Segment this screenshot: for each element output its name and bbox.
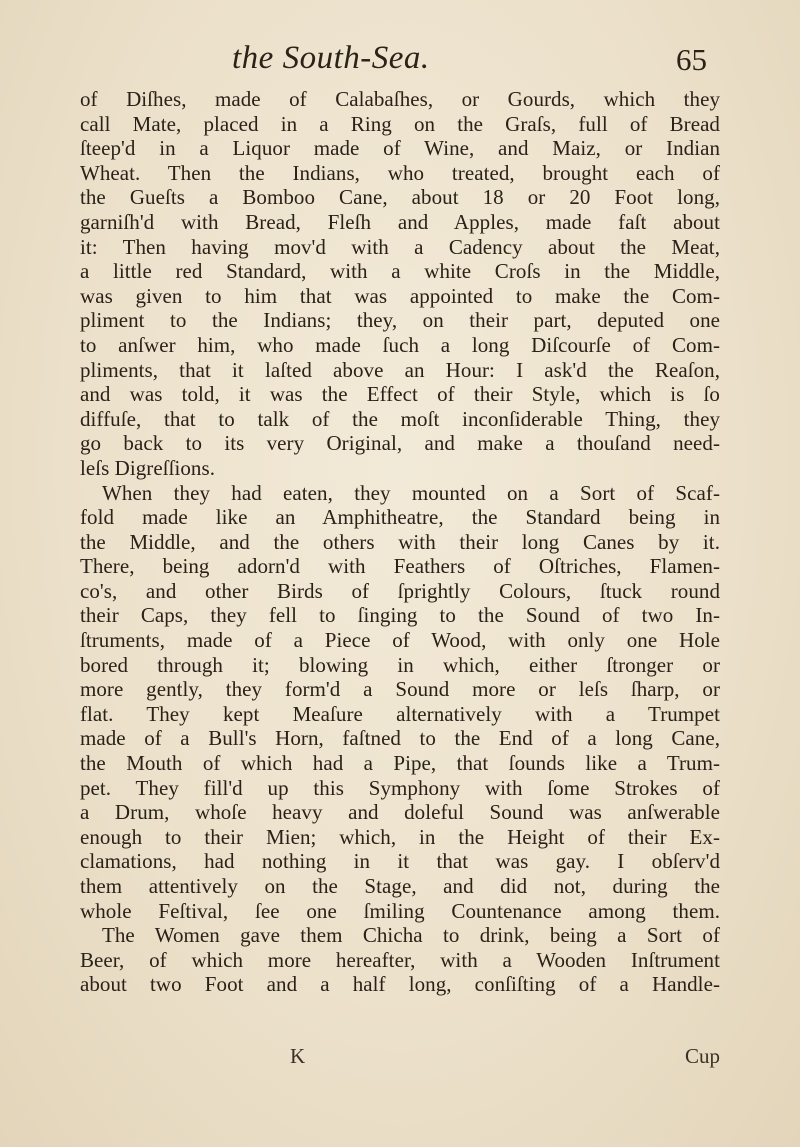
text-line: ſtruments, made of a Piece of Wood, with only one Hole xyxy=(80,628,720,653)
text-line: fold made like an Amphitheatre, the Standard being in xyxy=(80,505,720,530)
text-line: When they had eaten, they mounted on a Sort of Scaf- xyxy=(102,480,720,505)
text-line: Wheat. Then the Indians, who treated, brought each of xyxy=(80,160,720,185)
page-footer xyxy=(80,1044,720,1070)
text-line: was given to him that was appointed to make the Com- xyxy=(80,283,720,308)
text-line: the Gueſts a Bomboo Cane, about 18 or 20 Foot long, xyxy=(80,185,720,210)
text-line: the Mouth of which had a Pipe, that ſounds like a Trum- xyxy=(80,751,720,776)
text-line: to anſwer him, who made ſuch a long Diſcourſe of Com- xyxy=(80,332,720,357)
text-line: made of a Bull's Horn, faſtned to the End of a long Cane, xyxy=(80,726,720,751)
text-line: diffuſe, that to talk of the moſt inconſiderable Thing, they xyxy=(80,406,720,431)
text-line: call Mate, placed in a Ring on the Graſs, full of Bread xyxy=(80,111,720,136)
text-line: enough to their Mien; which, in the Height of their Ex- xyxy=(80,824,720,849)
text-line: a little red Standard, with a white Croſs in the Middle, xyxy=(80,259,720,284)
running-title: the South-Sea. xyxy=(232,40,430,76)
text-line: garniſh'd with Bread, Fleſh and Apples, made faſt about xyxy=(80,209,720,234)
catchword: Cup xyxy=(684,1044,720,1068)
text-line: more gently, they form'd a Sound more or leſs ſharp, or xyxy=(80,677,720,702)
text-line: There, being adorn'd with Feathers of Oſtriches, Flamen- xyxy=(80,554,720,579)
running-head xyxy=(0,40,800,80)
text-line: flat. They kept Meaſure alternatively with a Trumpet xyxy=(80,701,720,726)
text-line: and was told, it was the Effect of their Style, which is ſo xyxy=(80,382,720,407)
text-line: co's, and other Birds of ſprightly Colours, ſtuck round xyxy=(80,578,720,603)
text-line: about two Foot and a half long, conſiſting of a Handle- xyxy=(80,972,720,997)
page-number: 65 xyxy=(676,42,707,77)
text-line: pet. They fill'd up this Symphony with ſome Strokes of xyxy=(80,775,720,800)
text-line: the Middle, and the others with their long Canes by it. xyxy=(80,529,720,554)
text-line: their Caps, they fell to ſinging to the Sound of two In- xyxy=(80,603,720,628)
text-line: of Diſhes, made of Calabaſhes, or Gourds, which they xyxy=(80,87,720,111)
text-line: pliments, that it laſted above an Hour: I ask'd the Reaſon, xyxy=(80,357,720,382)
text-line: Beer, of which more hereafter, with a Wooden Inſtrument xyxy=(80,947,720,972)
text-line: The Women gave them Chicha to drink, being a Sort of xyxy=(102,923,720,948)
text-line: a Drum, whoſe heavy and doleful Sound was anſwerable xyxy=(80,800,720,825)
text-line: them attentively on the Stage, and did not, during the xyxy=(80,874,720,898)
text-line: go back to its very Original, and make a thouſand need- xyxy=(80,431,720,456)
text-line: bored through it; blowing in which, either ſtronger or xyxy=(80,652,720,677)
text-line: ſteep'd in a Liquor made of Wine, and Maiz, or Indian xyxy=(80,136,720,161)
body-text xyxy=(80,87,720,997)
text-line: pliment to the Indians; they, on their part, deputed one xyxy=(80,308,720,333)
signature-mark: K xyxy=(290,1044,306,1068)
text-line: it: Then having mov'd with a Cadency about the Meat, xyxy=(80,234,720,259)
text-line: whole Feſtival, ſee one ſmiling Countenance among them. xyxy=(80,898,720,923)
text-line: clamations, had nothing in it that was gay. I obſerv'd xyxy=(80,849,720,874)
text-line: leſs Digreſſions. xyxy=(80,455,216,480)
